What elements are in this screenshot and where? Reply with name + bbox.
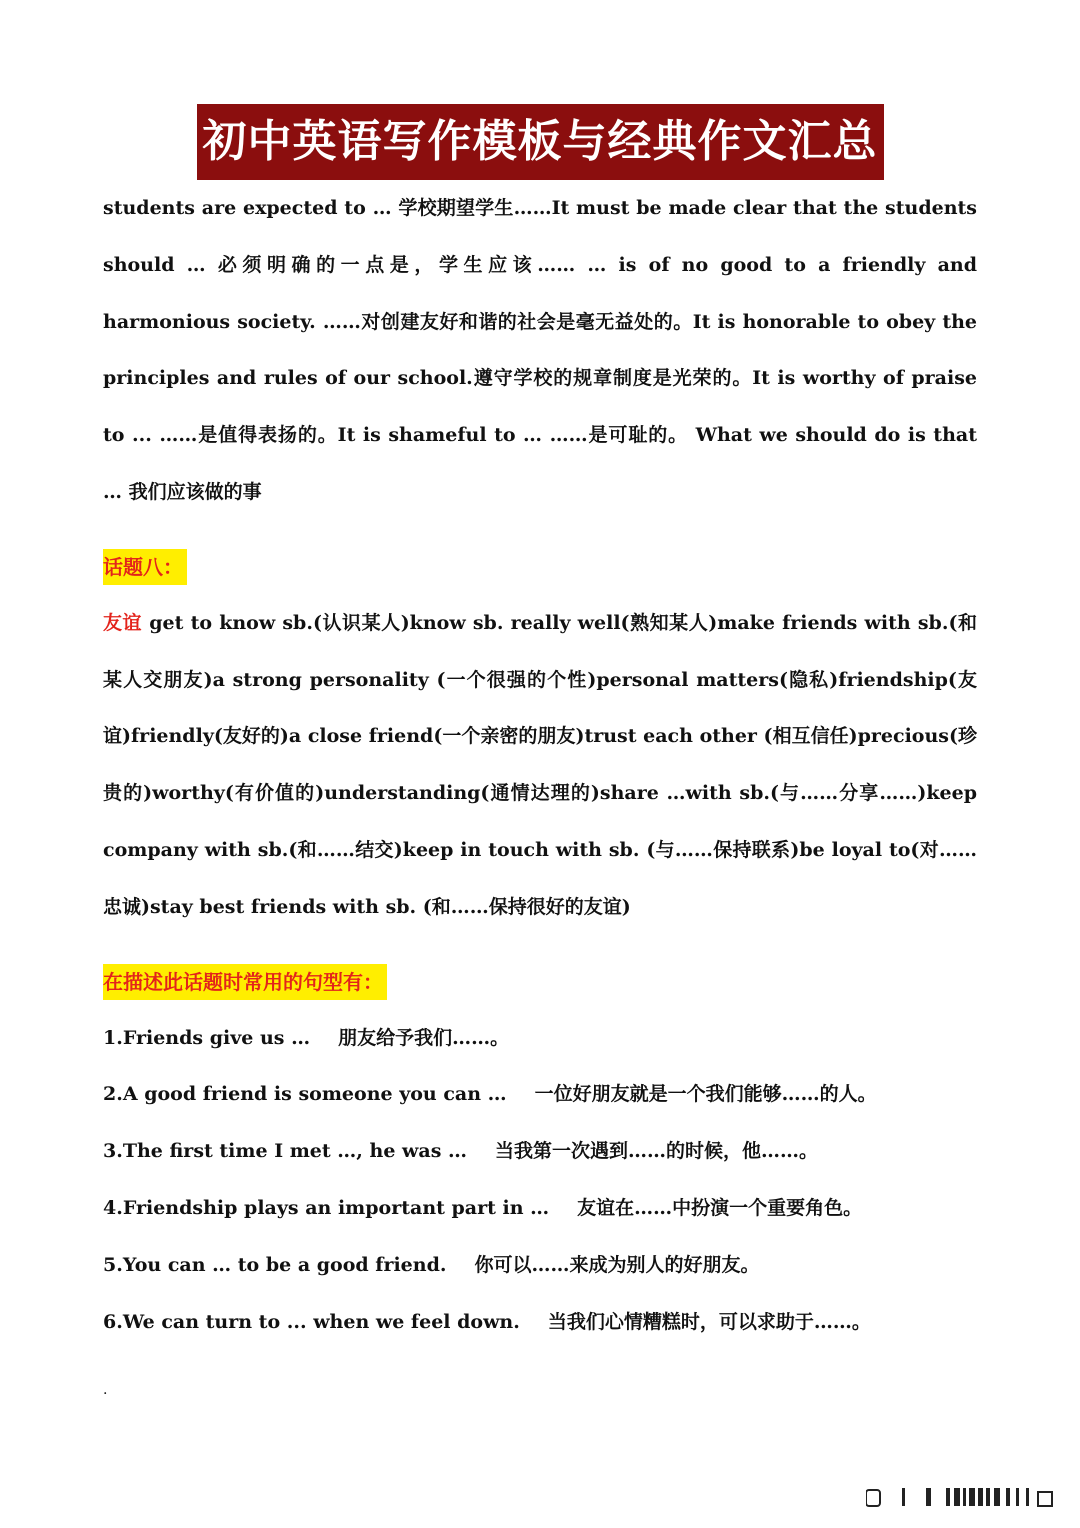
sentence-item (103, 1237, 977, 1294)
sentence-chinese: 朋友给予我们……。 (338, 1026, 510, 1049)
sentence-english: 5.You can … to be a good friend. (103, 1253, 447, 1276)
sentence-english: 3.The first time I met …, he was … (103, 1140, 468, 1163)
intro-paragraph: students are expected to … 学校期望学生……It must be made clear that the students should … 必须明确的一点是，学生应该…… … is of no good to a friendly and harmonious society. ……对创建友好和谐的社会是毫无益处的。It is honorable to obey the principles and rules of our school.遵守学校的规章制度是光荣的。It is worthy of praise to ... ……是值得表扬的。It is shameful to … ……是可耻的。 What we should do is that … 我们应该做的事 (103, 197, 977, 503)
sentence-item (103, 1294, 977, 1351)
title-banner (0, 104, 1080, 180)
page-title: 初中英语写作模板与经典作文汇总 (197, 104, 884, 180)
vocab-lead-word: 友谊 (103, 611, 143, 634)
barcode-watermark-icon (866, 1486, 1056, 1508)
sentence-english: 2.A good friend is someone you can … (103, 1083, 507, 1106)
sentence-list (103, 1010, 977, 1351)
sentence-english: 1.Friends give us … (103, 1026, 311, 1049)
sentence-english: 4.Friendship plays an important part in … (103, 1196, 550, 1219)
sentence-item (103, 1066, 977, 1123)
trailing-mark: . (103, 1382, 108, 1398)
document-body (103, 180, 977, 1350)
sentence-item (103, 1180, 977, 1237)
topic-heading: 话题八： (103, 549, 187, 585)
patterns-heading: 在描述此话题时常用的句型有： (103, 964, 387, 1000)
sentence-chinese: 当我第一次遇到……的时候，他……。 (495, 1140, 819, 1163)
sentence-chinese: 友谊在……中扮演一个重要角色。 (577, 1196, 863, 1219)
vocab-text: get to know sb.(认识某人)know sb. really well(熟知某人)make friends with sb.(和某人交朋友)a strong personality (一个很强的个性)personal matters(隐私)friendship(友谊)friendly(友好的)a close friend(一个亲密的朋友)trust each other (相互信任)precious(珍贵的)worthy(有价值的)understanding(通情达理的)share …with sb.(与……分享……)keep company with sb.(和……结交)keep in touch with sb. (与……保持联系)be loyal to(对……忠诚)stay best friends with sb. (和……保持很好的友谊) (103, 611, 977, 918)
vocab-paragraph (103, 595, 977, 936)
sentence-item (103, 1123, 977, 1180)
topic-heading-row (103, 539, 977, 595)
sentence-chinese: 一位好朋友就是一个我们能够……的人。 (534, 1083, 877, 1106)
sentence-english: 6.We can turn to ... when we feel down. (103, 1310, 520, 1333)
sentence-item (103, 1010, 977, 1067)
sentence-chinese: 当我们心情糟糕时，可以求助于……。 (547, 1310, 871, 1333)
sentence-chinese: 你可以……来成为别人的好朋友。 (474, 1253, 760, 1276)
patterns-heading-row (103, 954, 977, 1010)
